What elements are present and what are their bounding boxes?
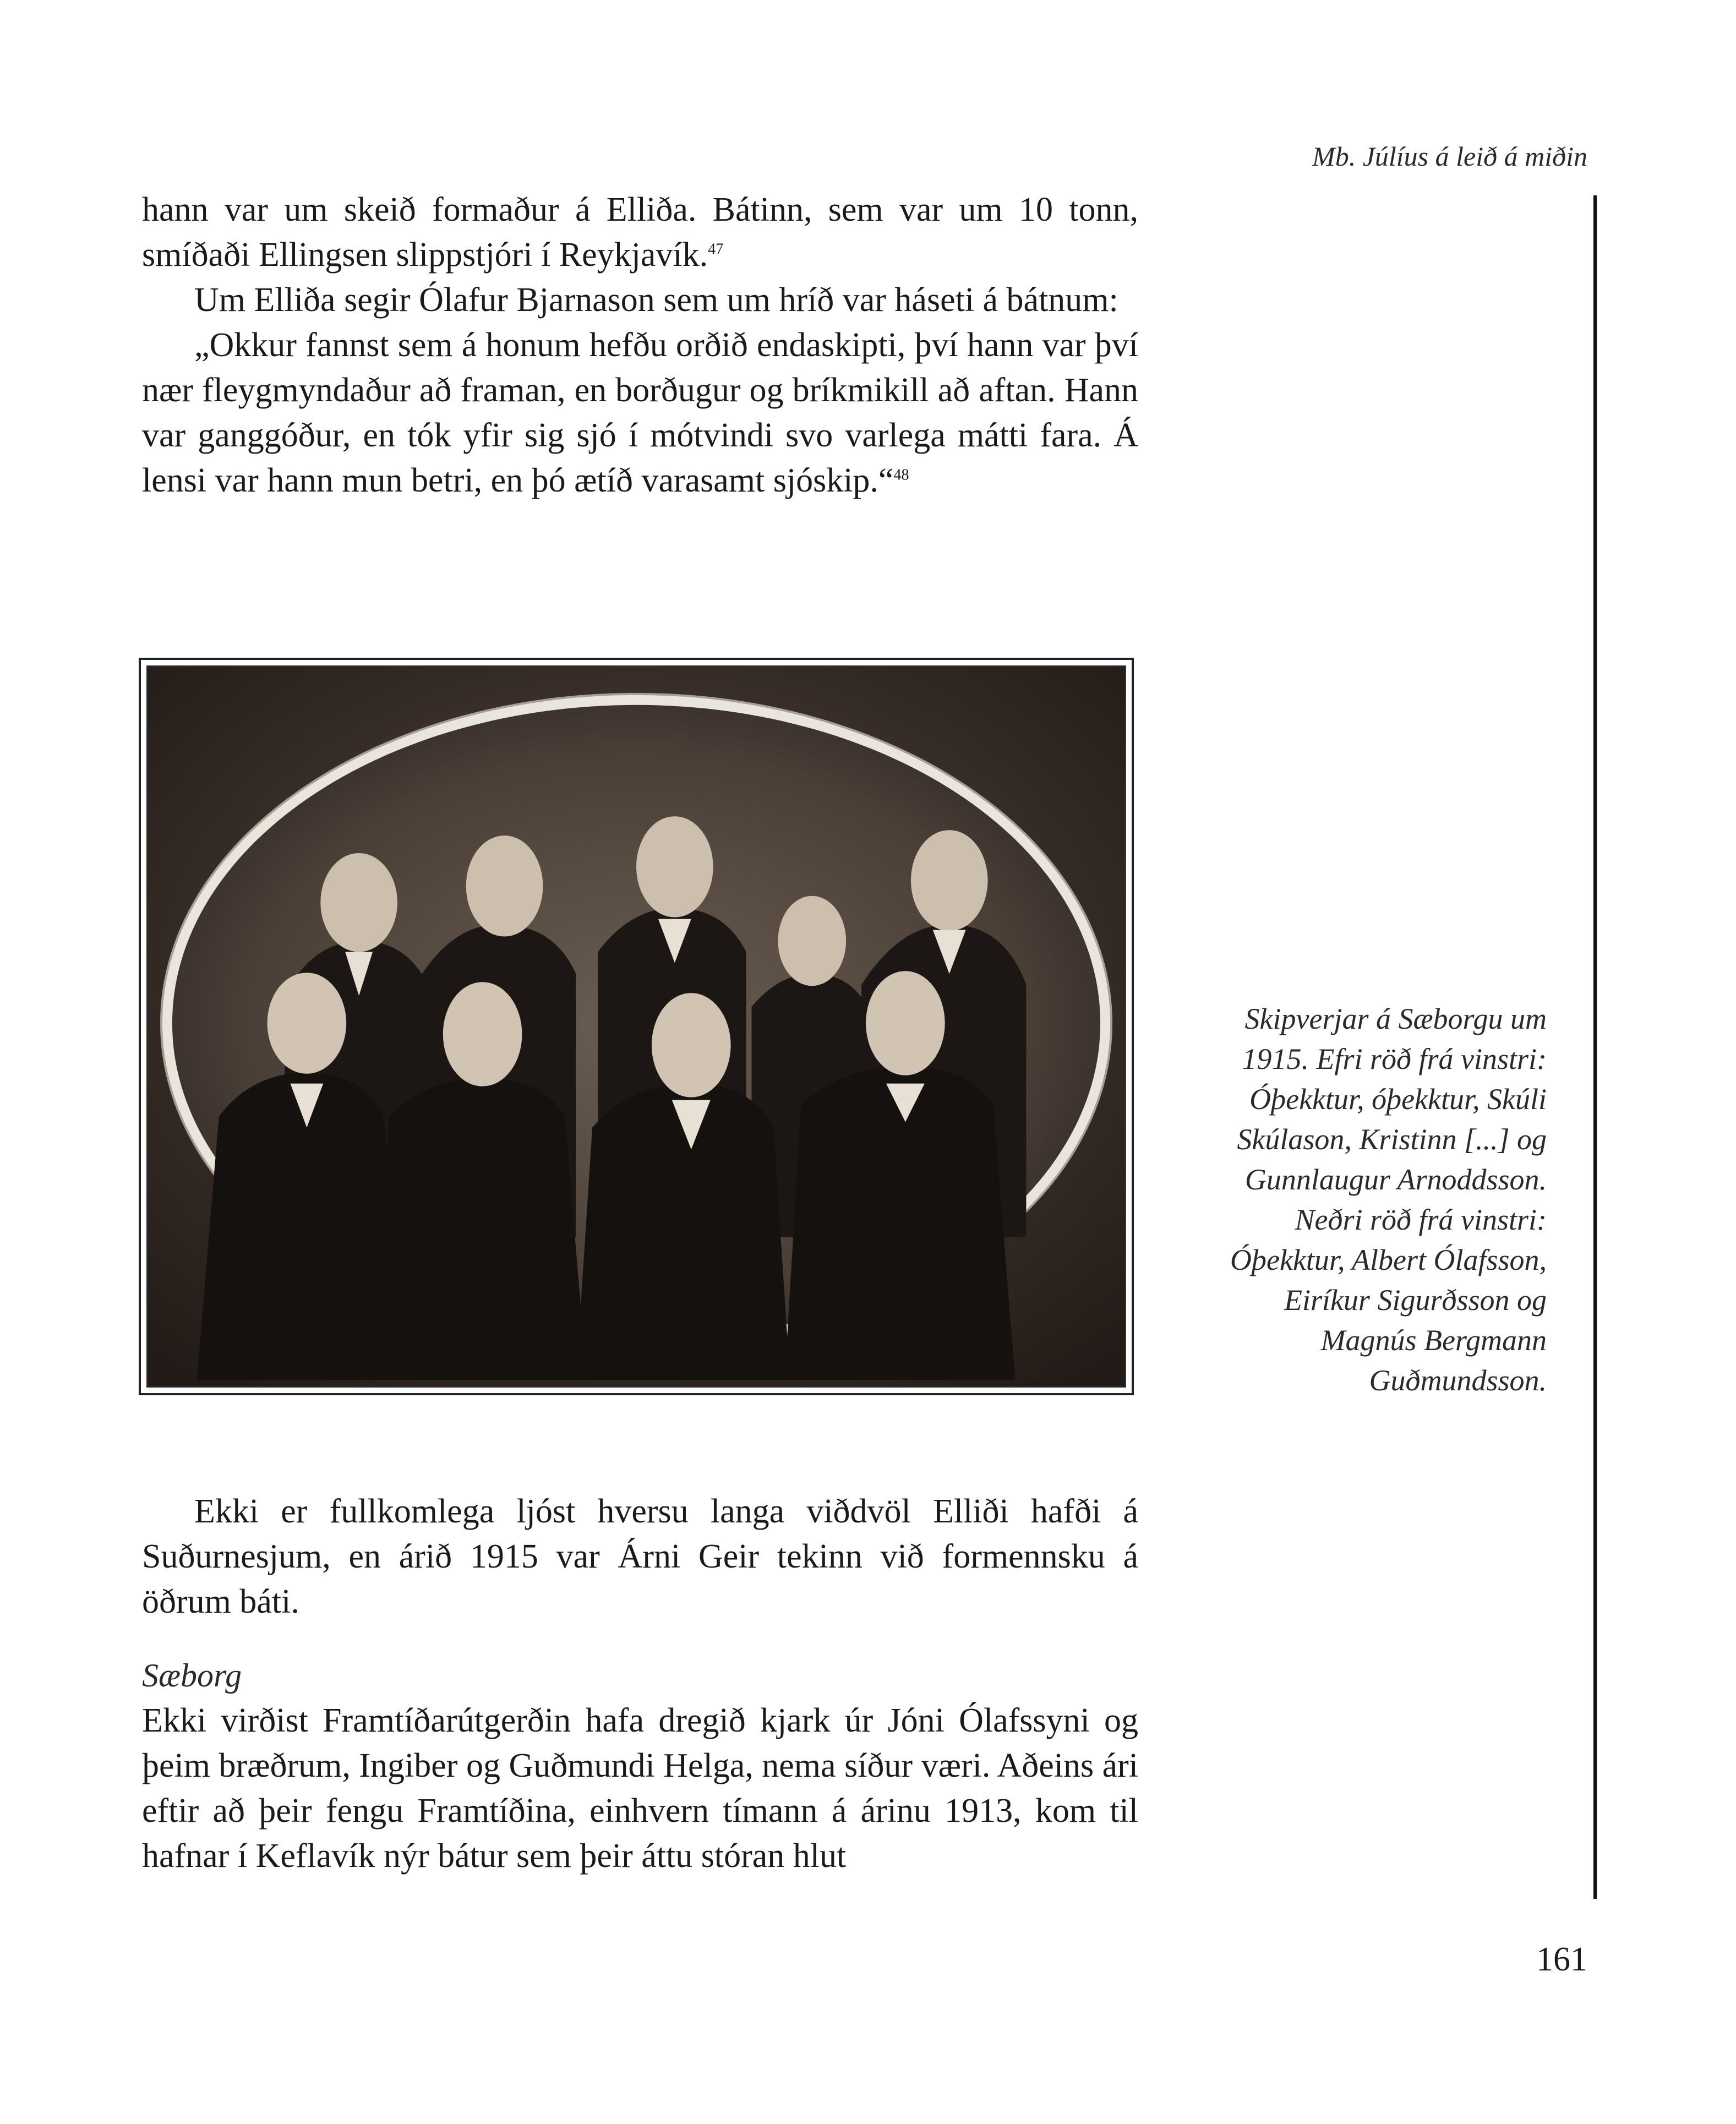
- footnote-marker: 48: [893, 466, 909, 484]
- page-number: 161: [1536, 1941, 1587, 1978]
- body-text-top: [142, 187, 1138, 503]
- block-quote: [142, 323, 1138, 503]
- paragraph: Ekki virðist Framtíðarútgerðin hafa dregið kjark úr Jóni Ólafssyni og þeim bræðrum, Ingiber og Guðmundi Helga, nema síður væri. Aðeins ári eftir að þeir fengu Framtíðina, einhvern tímann á árinu 1913, kom til hafnar í Keflavík nýr bátur sem þeir áttu stóran hlut: [142, 1702, 1138, 1875]
- photo-caption: Skipverjar á Sæborgu um 1915. Efri röð frá vinstri: Óþekktur, óþekktur, Skúli Skúlason, Kristinn [...] og Gunnlaugur Arnoddsson. Neðri röð frá vinstri: Óþekktur, Albert Ólafsson, Eiríkur Sigurðsson og Magnús Bergmann Guðmundsson.: [1230, 1002, 1547, 1397]
- paragraph-text: hann var um skeið formaður á Elliða. Bátinn, sem var um 10 tonn, smíðaði Ellingsen slippstjóri í Reykjavík.: [142, 191, 1138, 274]
- quote-text: „Okkur fannst sem á honum hefðu orðið endaskipti, því hann var því nær fleygmyndaður að framan, en borðugur og bríkmikill að aftan. Hann var ganggóður, en tók yfir sig sjó í mótvindi svo varlega mátti fara. Á lensi var hann mun betri, en þó ætíð varasamt sjóskip.“: [142, 326, 1138, 499]
- section-heading: Sæborg: [142, 1657, 242, 1694]
- group-photo-image: [148, 667, 1125, 1386]
- footnote-marker: 47: [708, 241, 724, 258]
- group-photo-frame: [139, 658, 1134, 1395]
- group-photo: [146, 665, 1126, 1388]
- paragraph: Ekki er fullkomlega ljóst hversu langa viðdvöl Elliði hafði á Suðurnesjum, en árið 1915 var Árni Geir tekinn við formennsku á öðrum báti.: [142, 1493, 1138, 1620]
- paragraph: Um Elliða segir Ólafur Bjarnason sem um hríð var háseti á bátnum:: [194, 281, 1118, 319]
- body-text-bottom: [142, 1698, 1138, 1879]
- body-text-middle: [142, 1489, 1138, 1624]
- running-header: Mb. Júlíus á leið á miðin: [1312, 141, 1587, 172]
- margin-rule: [1593, 195, 1597, 1899]
- paragraph: [142, 187, 1138, 277]
